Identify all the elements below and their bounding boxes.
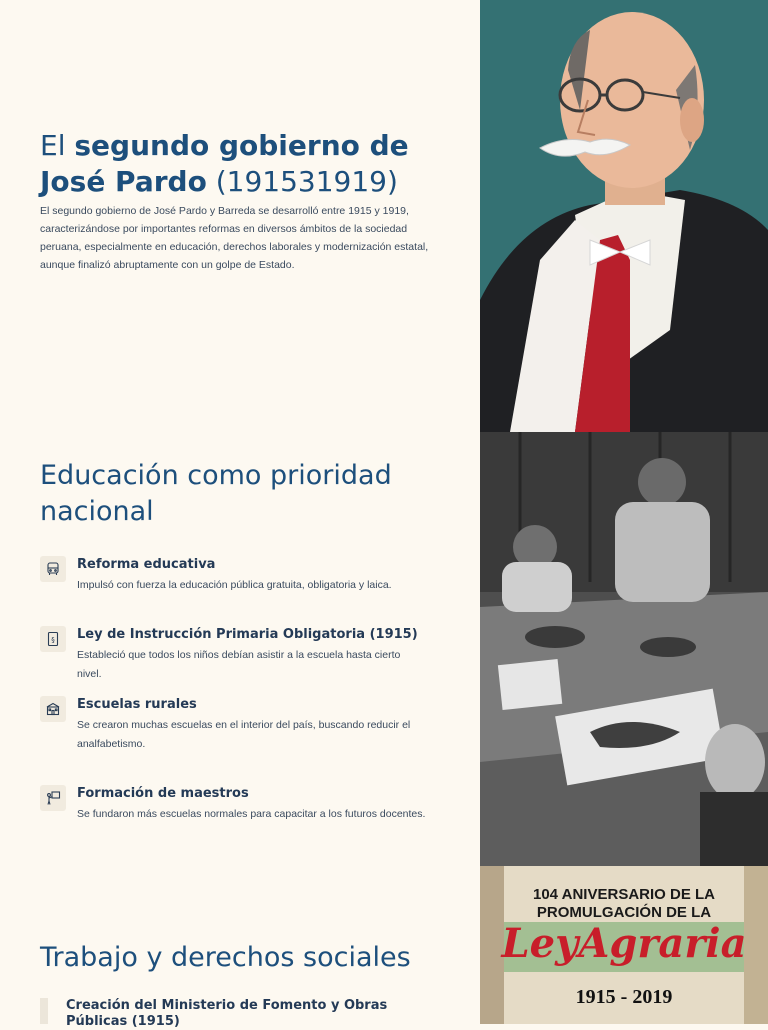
- portrait-image: [480, 0, 768, 432]
- bus-icon: [40, 556, 66, 582]
- item-title: Creación del Ministerio de Fomento y Obras Públicas (1915): [66, 998, 388, 1029]
- image-column: [480, 0, 768, 1024]
- item-text: Impulsó con fuerza la educación pública gratuita, obligatoria y laica.: [77, 579, 392, 591]
- law-book-icon: [40, 626, 66, 652]
- item-title: Ley de Instrucción Primaria Obligatoria (1915): [77, 627, 418, 642]
- title-prefix: El: [40, 129, 75, 162]
- svg-text:§: §: [51, 636, 55, 644]
- title-strong: segundo gobierno de José Pardo: [40, 129, 409, 198]
- labor-heading: Trabajo y derechos sociales: [40, 942, 411, 973]
- classroom-photo: [480, 432, 768, 866]
- poster-years: 1915 - 2019: [575, 986, 673, 1008]
- poster-title: LeyAgraria: [501, 920, 747, 967]
- item-title: Formación de maestros: [77, 786, 249, 801]
- poster-line1: 104 ANIVERSARIO DE LA: [533, 886, 715, 903]
- item-title: Reforma educativa: [77, 557, 216, 572]
- page-title: [40, 128, 460, 200]
- poster-line2: PROMULGACIÓN DE LA: [536, 904, 712, 921]
- item-text: Estableció que todos los niños debían asistir a la escuela hasta cierto nivel.: [77, 649, 401, 680]
- school-building-icon: [40, 696, 66, 722]
- intro-paragraph: El segundo gobierno de José Pardo y Barreda se desarrolló entre 1915 y 1919, caracterizándose por importantes reformas en diversos ámbitos de la sociedad peruana, especialmente en educación, derechos laborales y modernización estatal, aunque finalizó abruptamente con un golpe de Estado.: [40, 205, 429, 271]
- ley-agraria-poster: [480, 866, 768, 1024]
- item-text: Se fundaron más escuelas normales para capacitar a los futuros docentes.: [77, 808, 426, 820]
- title-years: (191531919): [206, 165, 398, 198]
- teacher-board-icon: [40, 785, 66, 811]
- education-heading: Educación como prioridad nacional: [40, 460, 392, 527]
- item-text: Se crearon muchas escuelas en el interior del país, buscando reducir el analfabetismo.: [77, 719, 411, 750]
- item-title: Escuelas rurales: [77, 697, 197, 712]
- item-marker: [40, 998, 48, 1024]
